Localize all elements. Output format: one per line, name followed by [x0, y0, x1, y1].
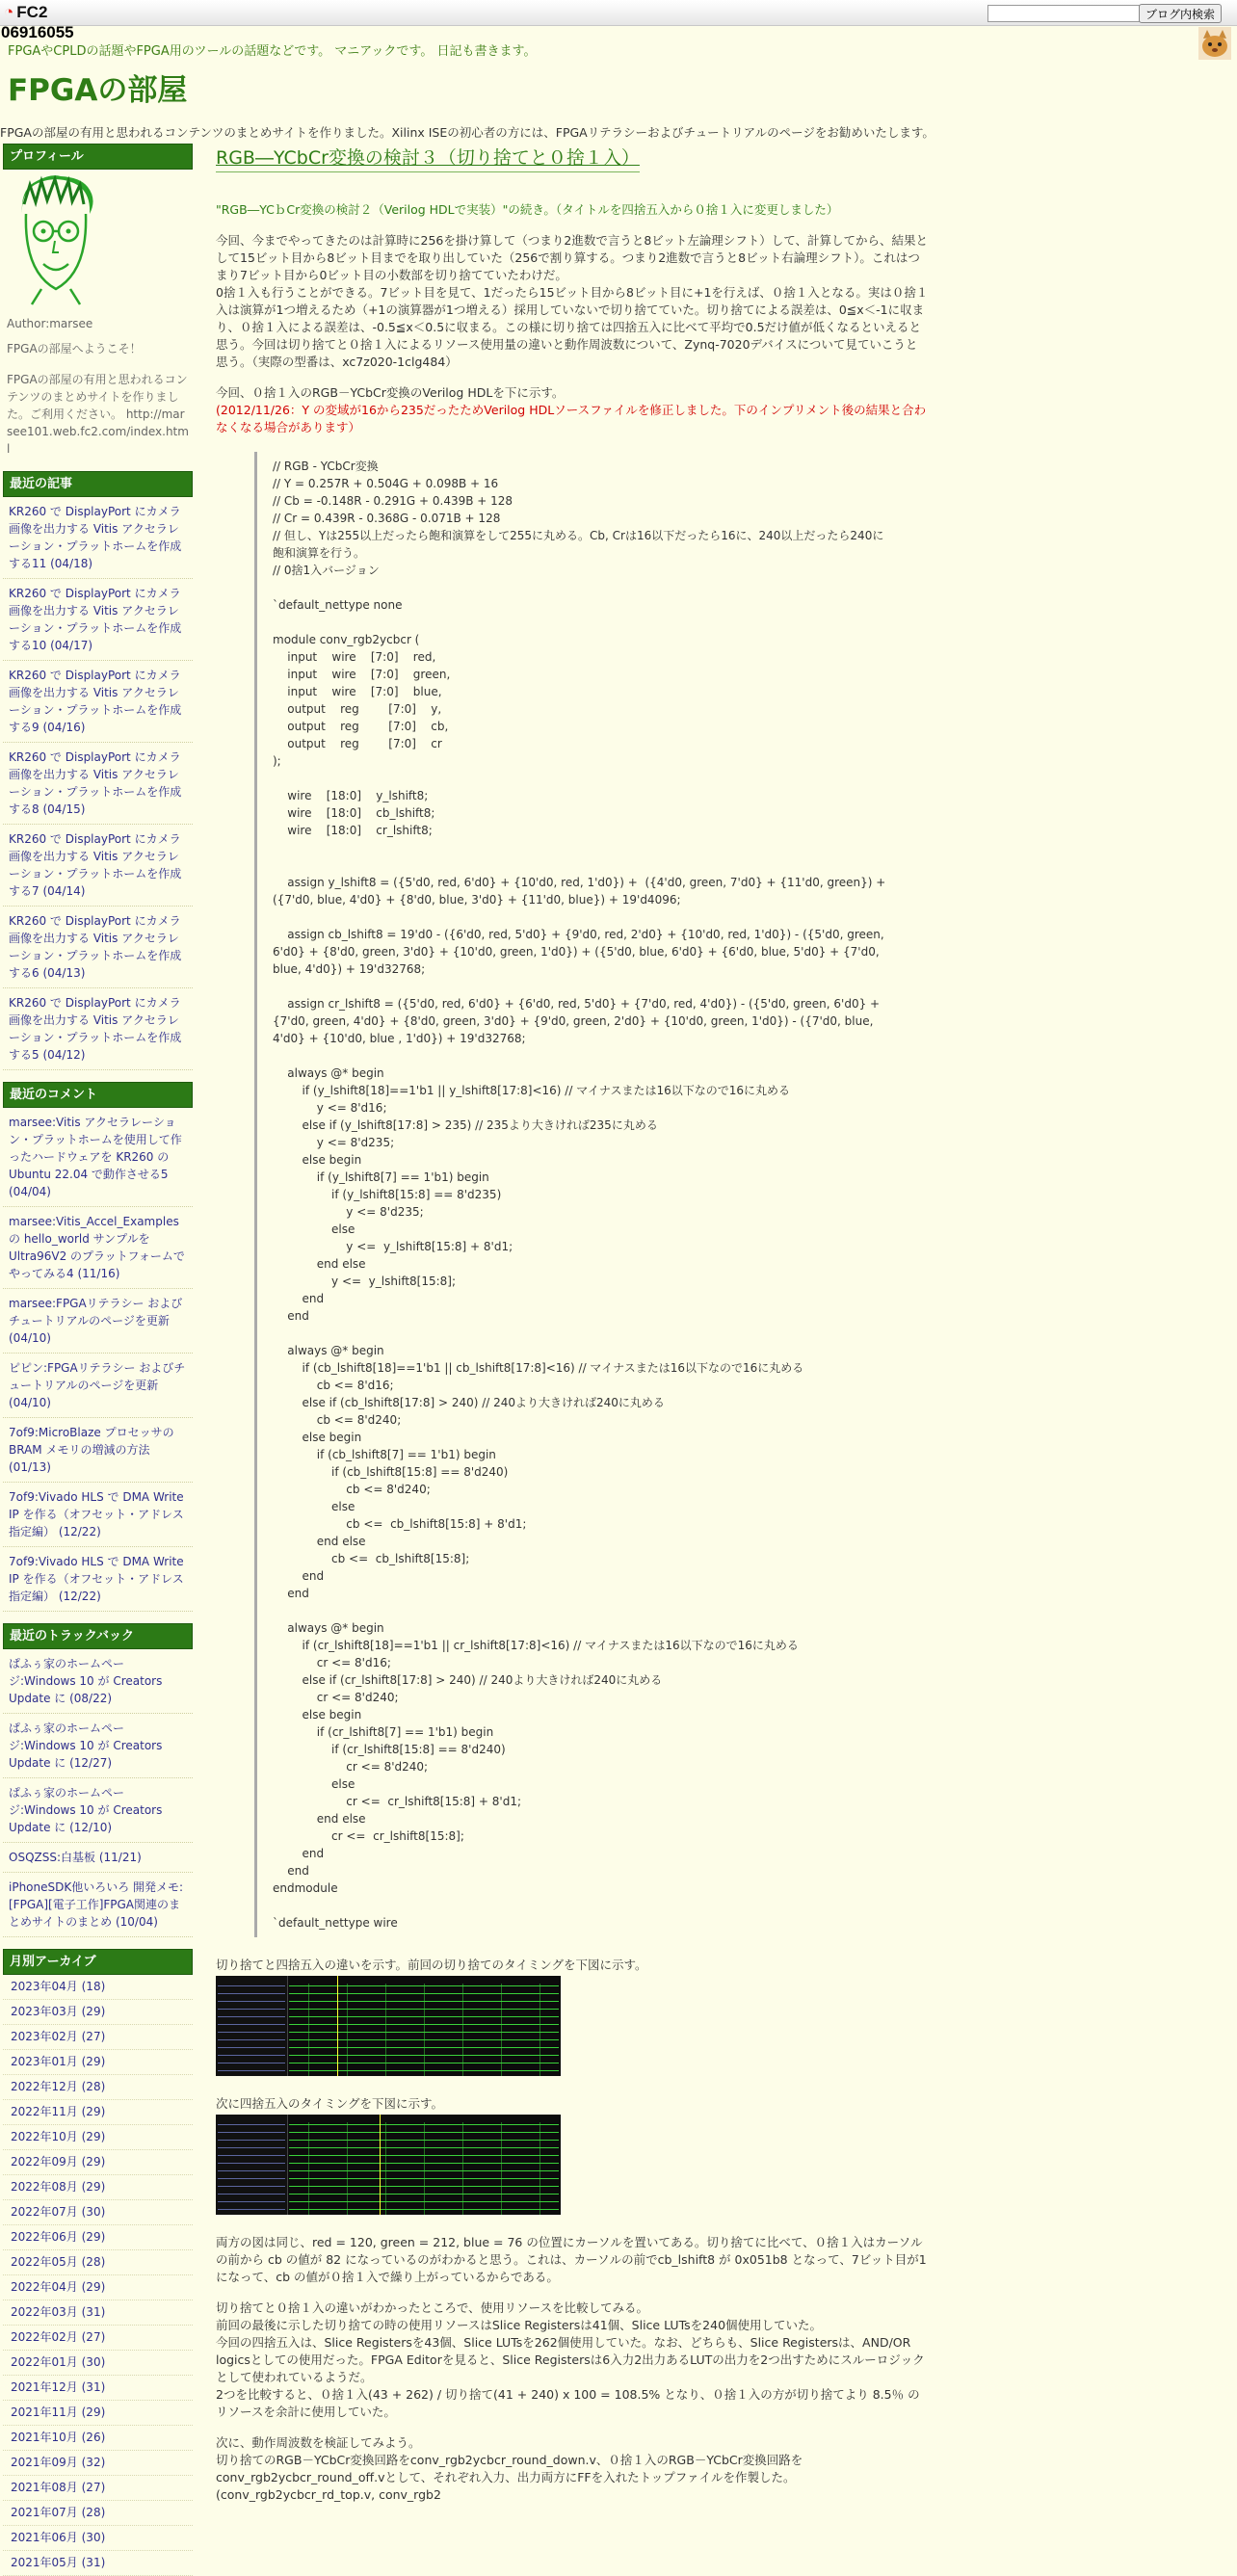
post-title[interactable]: RGB―YCbCr変換の検討３（切り捨てと０捨１入）: [216, 144, 640, 172]
waveform-signal-label: [218, 2155, 285, 2156]
blog-title[interactable]: FPGAの部屋: [8, 73, 188, 108]
archive-item[interactable]: 2022年05月 (28): [3, 2250, 193, 2275]
archive-item[interactable]: 2023年02月 (27): [3, 2025, 193, 2050]
recent-comment-item[interactable]: 7of9:Vivado HLS で DMA Write IP を作る（オフセット・アドレス指定編） (12/22): [3, 1547, 193, 1612]
archive-item[interactable]: 2022年07月 (30): [3, 2200, 193, 2225]
recent-comment-item[interactable]: marsee:Vitis アクセラレーション・プラットホームを使用して作ったハードウェアを KR260 の Ubuntu 22.04 で動作させる5 (04/04): [3, 1108, 193, 1207]
post-paragraph: 切り捨てと四捨五入の違いを示す。前回の切り捨てのタイミングを下図に示す。: [216, 1958, 647, 1972]
waveform-signal-names: [216, 2115, 288, 2215]
waveform-signal-label: [218, 2032, 285, 2033]
post-paragraph: 今回、今までやってきたのは計算時に256を掛け算して（つまり2進数で言うと8ビット左論理シフト）して、計算してから、結果として15ビット目から8ビット目までを取り出していた（256で割り算する。つまり2進数で言うと8ビット右論理シフト）。これはつまり7ビット目から0ビット目の小数部を切り捨てていたわけだ。 0捨１入も行うことができる。7ビット目を見て、1だったら15ビット目から8ビット目に+1を行えば、０捨１入となる。実は０捨１入は演算が1つ増えるため（+1の演算器が1つ増える）採用していないで切り捨てていた。切り捨てによる誤差は、0≦x＜-1に収まり、０捨１入による誤差は、-0.5≦x＜0.5に収まる。この様に切り捨ては四捨五入に比べて平均で0.5だけ値が低くなるといえると思う。今回は切り捨てと０捨１入によるリソース使用量の違いと動作周波数について、Zynq-7020デバイスについて見ていこうと思う。（実際の型番は、xc7z020-1clg484）: [216, 233, 929, 369]
recent-post-item[interactable]: KR260 で DisplayPort にカメラ画像を出力する Vitis アクセラレーション・プラットホームを作成する7 (04/14): [3, 825, 193, 907]
recent-posts-heading: 最近の記事: [3, 471, 193, 497]
waveform-transition: [462, 1984, 463, 2076]
post-paragraph: 次に、動作周波数を検証してみよう。 切り捨てのRGB－YCbCr変換回路をconv_rgb2ycbcr_round_down.v、０捨１入のRGB－YCbCr変換回路をconv_rgb2ycbcr_round_off.vとして、それぞれ入力、出力両方にFFを入れたトップファイルを作製した。(conv_rgb2ycbcr_rd_top.v, conv_rgb2: [216, 2435, 803, 2502]
waveform-transition: [385, 1984, 386, 2076]
archive-item[interactable]: 2021年07月 (28): [3, 2501, 193, 2526]
waveform-transition: [347, 2122, 348, 2215]
archive-item[interactable]: 2021年05月 (31): [3, 2551, 193, 2576]
archive-item[interactable]: 2023年01月 (29): [3, 2050, 193, 2075]
recent-post-item[interactable]: KR260 で DisplayPort にカメラ画像を出力する Vitis アクセラレーション・プラットホームを作成する10 (04/17): [3, 579, 193, 661]
sidebar: [3, 144, 193, 2576]
recent-posts-list: [3, 497, 193, 1070]
waveform-transition: [347, 1984, 348, 2076]
trackbacks-heading: 最近のトラックバック: [3, 1623, 193, 1649]
post-update-note: (2012/11/26：Y の変域が16から235だったためVerilog HDLソースファイルを修正しました。下のインプリメント後の結果と合わなくなる場合があります）: [216, 403, 927, 434]
waveform-transition: [308, 1984, 309, 2076]
recent-comment-item[interactable]: ピピン:FPGAリテラシー およびチュートリアルのページを更新 (04/10): [3, 1354, 193, 1418]
archive-item[interactable]: 2023年03月 (29): [3, 2000, 193, 2025]
waveform-signal-label: [218, 2124, 285, 2125]
cat-mascot-icon[interactable]: [1198, 27, 1231, 60]
profile-avatar: [13, 175, 99, 305]
waveform-signal-label: [218, 2209, 285, 2210]
recent-post-item[interactable]: KR260 で DisplayPort にカメラ画像を出力する Vitis アクセラレーション・プラットホームを作成する9 (04/16): [3, 661, 193, 743]
archive-item[interactable]: 2023年04月 (18): [3, 1975, 193, 2000]
waveform-signal-label: [218, 2186, 285, 2187]
archive-list: [3, 1975, 193, 2576]
post-paragraph: 今回、０捨１入のRGB－YCbCr変換のVerilog HDLを下に示す。: [216, 385, 565, 400]
waveform-transition: [424, 1984, 425, 2076]
archive-item[interactable]: 2022年12月 (28): [3, 2075, 193, 2100]
access-counter: 06916055: [1, 23, 74, 41]
waveform-signal-label: [218, 2147, 285, 2148]
waveform-cursor: [380, 2115, 381, 2215]
waveform-signal-label: [218, 2163, 285, 2164]
archive-item[interactable]: 2021年10月 (26): [3, 2426, 193, 2451]
trackback-item[interactable]: ぱふぅ家のホームページ:Windows 10 が Creators Update に (08/22): [3, 1649, 193, 1714]
trackback-item[interactable]: ぱふぅ家のホームページ:Windows 10 が Creators Update に (12/10): [3, 1778, 193, 1843]
archive-item[interactable]: 2021年11月 (29): [3, 2401, 193, 2426]
fc2-logo-text: FC2: [16, 3, 48, 21]
archive-item[interactable]: 2021年06月 (30): [3, 2526, 193, 2551]
archive-item[interactable]: 2022年10月 (29): [3, 2125, 193, 2150]
archive-item[interactable]: 2021年09月 (32): [3, 2451, 193, 2476]
archive-item[interactable]: 2021年08月 (27): [3, 2476, 193, 2501]
recent-comments-list: [3, 1108, 193, 1612]
waveform-transition: [385, 2122, 386, 2215]
trackback-item[interactable]: ぱふぅ家のホームページ:Windows 10 が Creators Update に (12/27): [3, 1714, 193, 1778]
waveform-signal-label: [218, 2170, 285, 2171]
blog-intro-text: FPGAの部屋の有用と思われるコンテンツのまとめサイトを作りました。Xilinx ISEの初心者の方には、FPGAリテラシーおよびチュートリアルのページをお勧めいたします。: [0, 125, 934, 140]
blog-description: FPGAやCPLDの話題やFPGA用のツールの話題などです。 マニアックです。 日記も書きます。: [8, 44, 537, 59]
waveform-transition: [308, 2122, 309, 2215]
archive-item[interactable]: 2021年12月 (31): [3, 2376, 193, 2401]
recent-comment-item[interactable]: 7of9:MicroBlaze プロセッサの BRAM メモリの増減の方法 (01/13): [3, 1418, 193, 1483]
profile-author: Author:marsee: [7, 317, 93, 330]
waveform-signal-label: [218, 2024, 285, 2025]
profile-welcome: FPGAの部屋へようこそ！: [7, 342, 142, 355]
waveform-transition: [501, 1984, 502, 2076]
waveform-signal-label: [218, 2070, 285, 2071]
trackbacks-list: [3, 1649, 193, 1937]
recent-post-item[interactable]: KR260 で DisplayPort にカメラ画像を出力する Vitis アクセラレーション・プラットホームを作成する11 (04/18): [3, 497, 193, 579]
archive-item[interactable]: 2022年11月 (29): [3, 2100, 193, 2125]
fc2-toolbar: [0, 0, 1237, 26]
waveform-signal-label: [218, 2132, 285, 2133]
post-paragraph: 両方の図は同じ、red = 120, green = 212, blue = 76 の位置にカーソルを置いてある。切り捨てに比べて、０捨１入はカーソルの前から cb の値が 82 になっているのがわかると思う。これは、カーソルの前でcb_lshift8 が 0x051b8 となって、7ビット目が1になって、cb の値が０捨１入で繰り上がっているからである。: [216, 2235, 927, 2284]
archive-item[interactable]: 2022年04月 (29): [3, 2275, 193, 2300]
archive-item[interactable]: 2022年03月 (31): [3, 2300, 193, 2326]
trackback-item[interactable]: OSQZSS:白基板 (11/21): [3, 1843, 193, 1873]
waveform-signal-label: [218, 2009, 285, 2010]
waveform-signal-label: [218, 2201, 285, 2202]
fc2-mark-icon: ◔: [4, 3, 14, 21]
archive-item[interactable]: 2022年06月 (29): [3, 2225, 193, 2250]
waveform-signal-label: [218, 2001, 285, 2002]
archive-item[interactable]: 2022年09月 (29): [3, 2150, 193, 2175]
profile-text: FPGAの部屋の有用と思われるコンテンツのまとめサイトを作りました。ご利用ください。 http://marsee101.web.fc2.com/index.html: [7, 373, 189, 456]
recent-comments-heading: 最近のコメント: [3, 1082, 193, 1108]
waveform-signal-label: [218, 2178, 285, 2179]
verilog-code-block: // RGB - YCbCr変換 // Y = 0.257R + 0.504G + 0.098B + 16 // Cb = -0.148R - 0.291G + 0.439B + 128 // Cr = 0.439R - 0.368G - 0.071B + 128 // 但し、Yは255以上だったら飽和演算をして255に丸める。Cb, Crは16以下だったら16に、240以上だったら240に飽和演算を行う。 // 0捨1入バージョン `default_nettype none module conv_rgb2ycbcr ( input wire [7:0] red, input wire [7:0] green, input wire [7:0] blue, output reg [7:0] y, output reg [7:0] cb, output reg [7:0] cr ); wire [18:0] y_lshift8; wire [18:0] cb_lshift8; wire [18:0] cr_lshift8; assign y_lshift8 = ({5'd0, red, 6'd0} + {10'd0, red, 1'd0}) + ({4'd0, green, 7'd0} + {11'd0, green}) + ({7'd0, blue, 4'd0} + {8'd0, blue, 3'd0} + {11'd0, blue}) + 19'd4096; assign cb_lshift8 = 19'd0 - ({6'd0, red, 5'd0} + {9'd0, red, 2'd0} + {10'd0, red, 1'd0}) - ({5'd0, green, 6'd0} + {8'd0, green, 3'd0} + {10'd0, green, 1'd0}) + ({5'd0, blue, 6'd0} + {6'd0, blue, 5'd0} + {7'd0, blue, 4'd0}) + 19'd32768; assign cr_lshift8 = ({5'd0, red, 6'd0} + {6'd0, red, 5'd0} + {7'd0, red, 4'd0}) - ({5'd0, green, 6'd0} + {7'd0, green, 4'd0} + {8'd0, green, 3'd0} + {9'd0, green, 2'd0} + {10'd0, green, 1'd0}) - ({7'd0, blue, 4'd0} + {10'd0, blue , 1'd0}) + 19'd32768; always @* begin if (y_lshift8[18]==1'b1 || y_lshift8[17:8]<16) // マイナスまたは16以下なので16に丸める y <= 8'd16; else if (y_lshift8[17:8] > 235) // 235より大きければ235に丸める y <= 8'd235; else begin if (y_lshift8[7] == 1'b1) begin if (y_lshift8[15:8] == 8'd235) y <= 8'd235; else y <= y_lshift8[15:8] + 8'd1; end else y <= y_lshift8[15:8]; end end always @* begin if (cb_lshift8[18]==1'b1 || cb_lshift8[17:8]<16) // マイナスまたは16以下なので16に丸める cb <= 8'd16; else if (cb_lshift8[17:8] > 240) // 240より大きければ240に丸める cb <= 8'd240; else begin if (cb_lshift8[7] == 1'b1) begin if (cb_lshift8[15:8] == 8'd240) cb <= 8'd240; else cb <= cb_lshift8[15:8] + 8'd1; end else cb <= cb_lshift8[15:8]; end end always @* begin if (cr_lshift8[18]==1'b1 || cr_lshift8[17:8]<16) // マイナスまたは16以下なので16に丸める cr <= 8'd16; else if (cr_lshift8[17:8] > 240) // 240より大きければ240に丸める cr <= 8'd240; else begin if (cr_lshift8[7] == 1'b1) begin if (cr_lshift8[15:8] == 8'd240) cr <= 8'd240; else cr <= cr_lshift8[15:8] + 8'd1; end else cr <= cr_lshift8[15:8]; end end endmodule `default_nettype wire: [254, 452, 889, 1937]
recent-comment-item[interactable]: 7of9:Vivado HLS で DMA Write IP を作る（オフセット・アドレス指定編） (12/22): [3, 1483, 193, 1547]
waveform-signal-label: [218, 2047, 285, 2048]
archive-item[interactable]: 2022年02月 (27): [3, 2326, 193, 2351]
recent-post-item[interactable]: KR260 で DisplayPort にカメラ画像を出力する Vitis アクセラレーション・プラットホームを作成する8 (04/15): [3, 743, 193, 825]
timing-waveform-round-image[interactable]: [216, 2115, 561, 2215]
waveform-signal-label: [218, 2055, 285, 2056]
waveform-transition: [501, 2122, 502, 2215]
trackback-item[interactable]: iPhoneSDK他いろいろ 開発メモ:[FPGA][電子工作]FPGA関連のまとめサイトのまとめ (10/04): [3, 1873, 193, 1937]
waveform-signal-label: [218, 2140, 285, 2141]
waveform-signal-names: [216, 1976, 288, 2076]
waveform-signal-label: [218, 1993, 285, 1994]
blog-search-button[interactable]: ブログ内検索: [1139, 4, 1222, 23]
blog-search-input[interactable]: [987, 5, 1140, 22]
waveform-signal-label: [218, 2194, 285, 2195]
recent-comment-item[interactable]: marsee:FPGAリテラシー およびチュートリアルのページを更新 (04/10): [3, 1289, 193, 1354]
archive-item[interactable]: 2022年08月 (29): [3, 2175, 193, 2200]
waveform-transition: [462, 2122, 463, 2215]
fc2-logo[interactable]: [4, 3, 47, 22]
recent-comment-item[interactable]: marsee:Vitis_Accel_Examples の hello_world サンプルをUltra96V2 のプラットフォームでやってみる4 (11/16): [3, 1207, 193, 1289]
post-paragraph: 切り捨てと０捨１入の違いがわかったところで、使用リソースを比較してみる。 前回の最後に示した切り捨ての時の使用リソースはSlice Registersは41個、Slice LUTsを240個使用していた。 今回の四捨五入は、Slice Registersを43個、Slice LUTsを262個使用していた。なお、どちらも、Slice Registersは、AND/OR logicsとしての使用だった。FPGA Editorを見ると、Slice Registersは6入力2出力あるLUTの出力を2つ出すためにスルーロジックとして使われているようだ。 2つを比較すると、０捨１入(43 + 262) / 切り捨て(41 + 240) x 100 = 108.5% となり、０捨１入の方が切り捨てより 8.5％ のリソースを余計に使用していた。: [216, 2300, 925, 2419]
archive-heading: 月別アーカイブ: [3, 1949, 193, 1975]
archive-item[interactable]: 2022年01月 (30): [3, 2351, 193, 2376]
waveform-signal-label: [218, 2039, 285, 2040]
post-intro-link[interactable]: "RGB―YCｂCr変換の検討２（Verilog HDLで実装）"の続き。（タイトルを四捨五入から０捨１入に変更しました）: [216, 202, 839, 217]
timing-waveform-truncate-image[interactable]: [216, 1976, 561, 2076]
main-content: [216, 144, 929, 2517]
recent-post-item[interactable]: KR260 で DisplayPort にカメラ画像を出力する Vitis アクセラレーション・プラットホームを作成する6 (04/13): [3, 907, 193, 988]
post-paragraph: 次に四捨五入のタイミングを下図に示す。: [216, 2096, 444, 2111]
profile-heading: プロフィール: [3, 144, 193, 170]
waveform-signal-label: [218, 1985, 285, 1986]
waveform-cursor: [337, 1976, 338, 2076]
waveform-signal-label: [218, 2016, 285, 2017]
recent-post-item[interactable]: KR260 で DisplayPort にカメラ画像を出力する Vitis アクセラレーション・プラットホームを作成する5 (04/12): [3, 988, 193, 1070]
waveform-transition: [424, 2122, 425, 2215]
